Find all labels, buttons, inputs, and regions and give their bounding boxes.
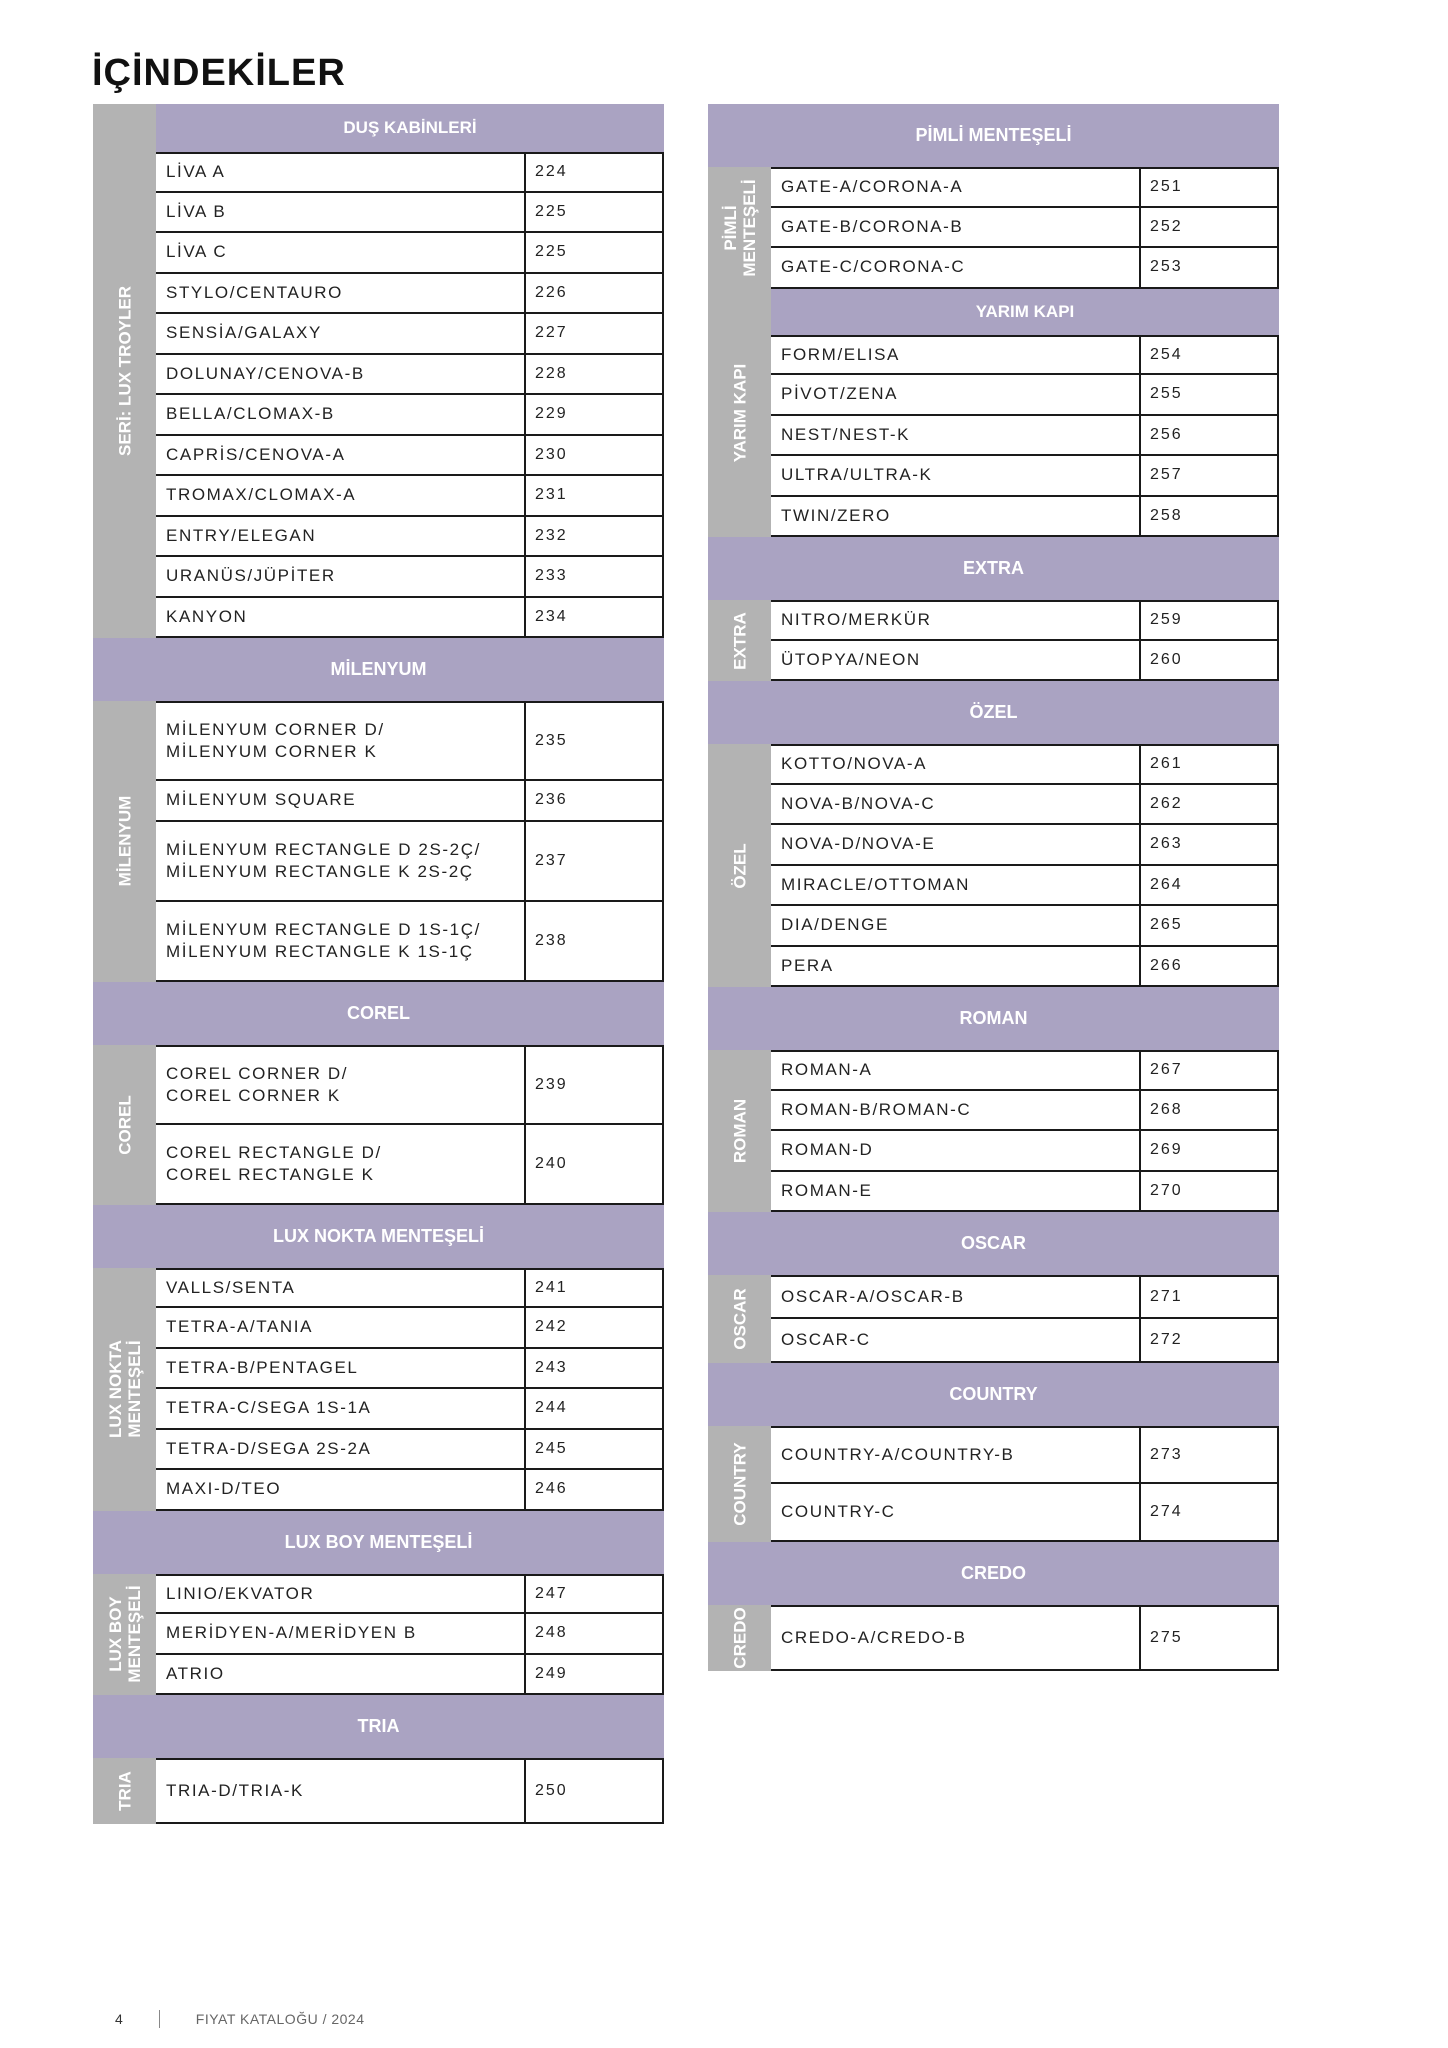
toc-row: [771, 825, 1279, 866]
product-name: NOVA-B/NOVA-C: [781, 793, 936, 813]
toc-row: [156, 1655, 664, 1696]
page-number: 250: [524, 1760, 662, 1822]
page-number: 256: [1139, 416, 1277, 455]
product-name: COREL RECTANGLE D/ COREL RECTANGLE K: [166, 1142, 382, 1184]
toc-row: [156, 517, 664, 558]
toc-row: [156, 1268, 664, 1309]
section-header: PİMLİ MENTEŞELİ: [708, 104, 1279, 167]
section-side-label: [708, 600, 771, 681]
product-name: TETRA-D/SEGA 2S-2A: [166, 1438, 372, 1458]
product-name: MİLENYUM CORNER D/ MİLENYUM CORNER K: [166, 720, 385, 761]
product-name: GATE-A/CORONA-A: [781, 177, 964, 197]
section-side-label: [708, 167, 771, 289]
section-side-label: [93, 104, 156, 638]
section-header: ÖZEL: [708, 681, 1279, 744]
page-number: 243: [524, 1349, 662, 1388]
section-header: LUX NOKTA MENTEŞELİ: [93, 1205, 664, 1268]
product-name: NEST/NEST-K: [781, 424, 911, 444]
toc-row: [771, 1050, 1279, 1091]
toc-row: [771, 1319, 1279, 1363]
side-label-text: LUX NOKTA MENTEŞELİ: [105, 1340, 144, 1438]
page-number: 268: [1139, 1091, 1277, 1130]
product-name: LİVA B: [166, 201, 227, 221]
page-number: 263: [1139, 825, 1277, 864]
product-name: MAXI-D/TEO: [166, 1479, 282, 1499]
page-number: 252: [1139, 208, 1277, 247]
toc-row: [156, 436, 664, 477]
section-header: CREDO: [708, 1542, 1279, 1605]
toc-row: [156, 1758, 664, 1824]
product-name: COUNTRY-C: [781, 1502, 896, 1521]
toc-row: [156, 152, 664, 193]
section-tria: [93, 1758, 664, 1824]
product-name: LİVA A: [166, 162, 226, 182]
product-name: GATE-B/CORONA-B: [781, 216, 964, 236]
toc-row: [156, 1125, 664, 1205]
toc-row: [156, 395, 664, 436]
section-özel: [708, 744, 1279, 987]
product-name: CAPRİS/CENOVA-A: [166, 444, 346, 464]
toc-right-column: [708, 104, 1279, 1671]
product-name: OSCAR-A/OSCAR-B: [781, 1287, 965, 1306]
toc-row: [771, 1426, 1279, 1484]
product-name: ROMAN-B/ROMAN-C: [781, 1099, 972, 1119]
toc-row: [771, 416, 1279, 457]
product-name: TWIN/ZERO: [781, 505, 891, 525]
page-number: 234: [524, 598, 662, 637]
product-name: GATE-C/CORONA-C: [781, 257, 966, 277]
page-number: 236: [524, 781, 662, 820]
toc-row: [771, 641, 1279, 682]
toc-row: [771, 906, 1279, 947]
page-title: İÇİNDEKİLER: [92, 52, 346, 94]
page-number: 246: [524, 1470, 662, 1509]
toc-row: [156, 557, 664, 598]
page-number: 245: [524, 1430, 662, 1469]
product-name: MİLENYUM RECTANGLE D 2S-2Ç/ MİLENYUM RECTANGLE K 2S-2Ç: [166, 839, 481, 881]
catalog-name: FIYAT KATALOĞU / 2024: [195, 2011, 365, 2027]
section-pi-mli-menteşeli: [708, 167, 1279, 289]
section-header: TRIA: [93, 1695, 664, 1758]
page-number: 242: [524, 1308, 662, 1347]
toc-row: [771, 167, 1279, 208]
page-number: 259: [1139, 602, 1277, 639]
section-credo: [708, 1605, 1279, 1671]
page-number: 253: [1139, 248, 1277, 287]
toc-row: [771, 744, 1279, 785]
product-name: FORM/ELISA: [781, 344, 900, 364]
section-yarim-kapi: [708, 289, 1279, 538]
page-number: 239: [524, 1047, 662, 1123]
product-name: CREDO-A/CREDO-B: [781, 1628, 967, 1647]
page-number: 249: [524, 1655, 662, 1694]
toc-row: [156, 274, 664, 315]
toc-row: [771, 375, 1279, 416]
page-number: 247: [524, 1576, 662, 1613]
toc-row: [771, 947, 1279, 988]
product-name: NITRO/MERKÜR: [781, 610, 932, 630]
side-label-text: LUX BOY MENTEŞELİ: [105, 1585, 144, 1683]
page-number: 270: [1139, 1172, 1277, 1211]
page-number: 226: [524, 274, 662, 313]
product-name: TRIA-D/TRIA-K: [166, 1781, 304, 1800]
section-header: DUŞ KABİNLERİ: [156, 104, 664, 152]
page-number: 244: [524, 1389, 662, 1428]
page-number: 267: [1139, 1052, 1277, 1089]
section-header: MİLENYUM: [93, 638, 664, 701]
page-number: 232: [524, 517, 662, 556]
product-name: STYLO/CENTAURO: [166, 282, 343, 302]
page-number: 225: [524, 233, 662, 272]
side-label-text: PİMLİ MENTEŞELİ: [720, 179, 759, 277]
page-number: 235: [524, 703, 662, 779]
section-side-label: [708, 1605, 771, 1671]
side-label-text: YARIM KAPI: [730, 363, 749, 463]
toc-row: [156, 476, 664, 517]
side-label-text: COUNTRY: [730, 1442, 749, 1526]
product-name: TETRA-B/PENTAGEL: [166, 1357, 359, 1377]
page-number: 233: [524, 557, 662, 596]
page-number: 240: [524, 1125, 662, 1203]
page-number: 231: [524, 476, 662, 515]
section-side-label: [93, 1574, 156, 1696]
product-name: ROMAN-A: [781, 1060, 873, 1080]
side-label-text: ROMAN: [730, 1098, 749, 1164]
section-side-label: [93, 1268, 156, 1511]
product-name: DOLUNAY/CENOVA-B: [166, 363, 365, 383]
section-extra: [708, 600, 1279, 681]
product-name: MERİDYEN-A/MERİDYEN B: [166, 1623, 417, 1643]
toc-row: [156, 1614, 664, 1655]
product-name: PERA: [781, 955, 834, 975]
page-number: 251: [1139, 169, 1277, 206]
toc-row: [771, 600, 1279, 641]
section-side-label: [708, 744, 771, 987]
product-name: TROMAX/CLOMAX-A: [166, 485, 357, 505]
section-header: YARIM KAPI: [771, 289, 1279, 335]
toc-row: [156, 1470, 664, 1511]
toc-row: [771, 208, 1279, 249]
section-duş-kabi-nleri: [93, 104, 664, 638]
product-name: MİLENYUM SQUARE: [166, 790, 357, 810]
toc-row: [156, 233, 664, 274]
footer-divider: [159, 2010, 160, 2028]
page-number: 254: [1139, 337, 1277, 374]
toc-row: [771, 335, 1279, 376]
page-number: 248: [524, 1614, 662, 1653]
page-number: 257: [1139, 456, 1277, 495]
product-name: COUNTRY-A/COUNTRY-B: [781, 1445, 1015, 1464]
page-number: 275: [1139, 1607, 1277, 1669]
side-label-text: ÖZEL: [730, 842, 749, 889]
toc-row: [156, 1389, 664, 1430]
product-name: PİVOT/ZENA: [781, 384, 899, 404]
toc-row: [771, 1605, 1279, 1671]
toc-row: [156, 701, 664, 781]
side-label-text: MİLENYUM: [115, 795, 134, 887]
section-header: COREL: [93, 982, 664, 1045]
section-lux-nokta-menteşeli: [93, 1268, 664, 1511]
section-side-label: [708, 1426, 771, 1542]
page-number: 271: [1139, 1277, 1277, 1317]
page-number: 269: [1139, 1131, 1277, 1170]
section-roman: [708, 1050, 1279, 1212]
product-name: LINIO/EKVATOR: [166, 1583, 315, 1603]
toc-row: [771, 248, 1279, 289]
page-number: 260: [1139, 641, 1277, 680]
section-corel: [93, 1045, 664, 1205]
product-name: URANÜS/JÜPİTER: [166, 566, 336, 586]
toc-row: [771, 1131, 1279, 1172]
page-number: 264: [1139, 866, 1277, 905]
product-name: LİVA C: [166, 242, 228, 262]
section-country: [708, 1426, 1279, 1542]
section-header: LUX BOY MENTEŞELİ: [93, 1511, 664, 1574]
section-header: COUNTRY: [708, 1363, 1279, 1426]
section-side-label: [708, 1275, 771, 1363]
page-number: 265: [1139, 906, 1277, 945]
page-footer: [115, 2010, 365, 2028]
toc-row: [771, 1172, 1279, 1213]
toc-row: [156, 314, 664, 355]
section-oscar: [708, 1275, 1279, 1363]
section-lux-boy-menteşeli: [93, 1574, 664, 1696]
side-label-text: CREDO: [730, 1607, 749, 1669]
section-mi-lenyum: [93, 701, 664, 982]
product-name: VALLS/SENTA: [166, 1277, 296, 1297]
toc-left-column: [93, 104, 664, 1824]
section-side-label: [93, 1045, 156, 1205]
product-name: ULTRA/ULTRA-K: [781, 465, 933, 485]
toc-row: [156, 781, 664, 822]
page-number: 272: [1139, 1319, 1277, 1361]
toc-row: [156, 193, 664, 234]
toc-row: [771, 785, 1279, 826]
page-number: 228: [524, 355, 662, 394]
product-name: KANYON: [166, 606, 248, 626]
product-name: NOVA-D/NOVA-E: [781, 834, 936, 854]
toc-row: [156, 355, 664, 396]
page-number: 238: [524, 902, 662, 980]
product-name: TETRA-C/SEGA 1S-1A: [166, 1398, 372, 1418]
page-number: 241: [524, 1270, 662, 1307]
page-number: 261: [1139, 746, 1277, 783]
side-label-text: COREL: [115, 1094, 134, 1155]
product-name: ATRIO: [166, 1663, 225, 1683]
section-side-label: [708, 289, 771, 538]
page-number: 237: [524, 822, 662, 900]
toc-row: [156, 1430, 664, 1471]
page-number: 274: [1139, 1484, 1277, 1540]
page-number: 4: [115, 2011, 123, 2027]
page-number: 229: [524, 395, 662, 434]
product-name: BELLA/CLOMAX-B: [166, 404, 335, 424]
side-label-text: SERİ: LUX TROYLER: [115, 285, 134, 457]
toc-row: [771, 1484, 1279, 1542]
product-name: MİLENYUM RECTANGLE D 1S-1Ç/ MİLENYUM RECTANGLE K 1S-1Ç: [166, 919, 481, 961]
toc-row: [771, 456, 1279, 497]
page-number: 255: [1139, 375, 1277, 414]
page-number: 262: [1139, 785, 1277, 824]
product-name: ÜTOPYA/NEON: [781, 649, 921, 669]
product-name: ROMAN-D: [781, 1140, 874, 1160]
section-header: EXTRA: [708, 537, 1279, 600]
page-number: 224: [524, 154, 662, 191]
product-name: ENTRY/ELEGAN: [166, 525, 317, 545]
toc-row: [771, 1091, 1279, 1132]
page-number: 225: [524, 193, 662, 232]
page-number: 230: [524, 436, 662, 475]
toc-row: [156, 598, 664, 639]
toc-row: [156, 1045, 664, 1125]
side-label-text: OSCAR: [730, 1288, 749, 1350]
page-number: 273: [1139, 1428, 1277, 1482]
page-number: 258: [1139, 497, 1277, 536]
product-name: TETRA-A/TANIA: [166, 1317, 314, 1337]
product-name: SENSİA/GALAXY: [166, 323, 322, 343]
toc-row: [156, 1349, 664, 1390]
product-name: DIA/DENGE: [781, 915, 889, 935]
section-header: ROMAN: [708, 987, 1279, 1050]
product-name: OSCAR-C: [781, 1330, 871, 1349]
product-name: COREL CORNER D/ COREL CORNER K: [166, 1063, 349, 1105]
toc-row: [771, 866, 1279, 907]
section-side-label: [93, 1758, 156, 1824]
side-label-text: EXTRA: [730, 611, 749, 670]
toc-row: [156, 1308, 664, 1349]
page-number: 266: [1139, 947, 1277, 986]
section-side-label: [93, 701, 156, 982]
product-name: ROMAN-E: [781, 1180, 873, 1200]
toc-row: [156, 1574, 664, 1615]
toc-row: [771, 497, 1279, 538]
product-name: MIRACLE/OTTOMAN: [781, 874, 970, 894]
page-number: 227: [524, 314, 662, 353]
section-header: OSCAR: [708, 1212, 1279, 1275]
toc-row: [156, 902, 664, 982]
side-label-text: TRIA: [115, 1771, 134, 1811]
section-side-label: [708, 1050, 771, 1212]
toc-row: [156, 822, 664, 902]
product-name: KOTTO/NOVA-A: [781, 754, 928, 774]
toc-row: [771, 1275, 1279, 1319]
